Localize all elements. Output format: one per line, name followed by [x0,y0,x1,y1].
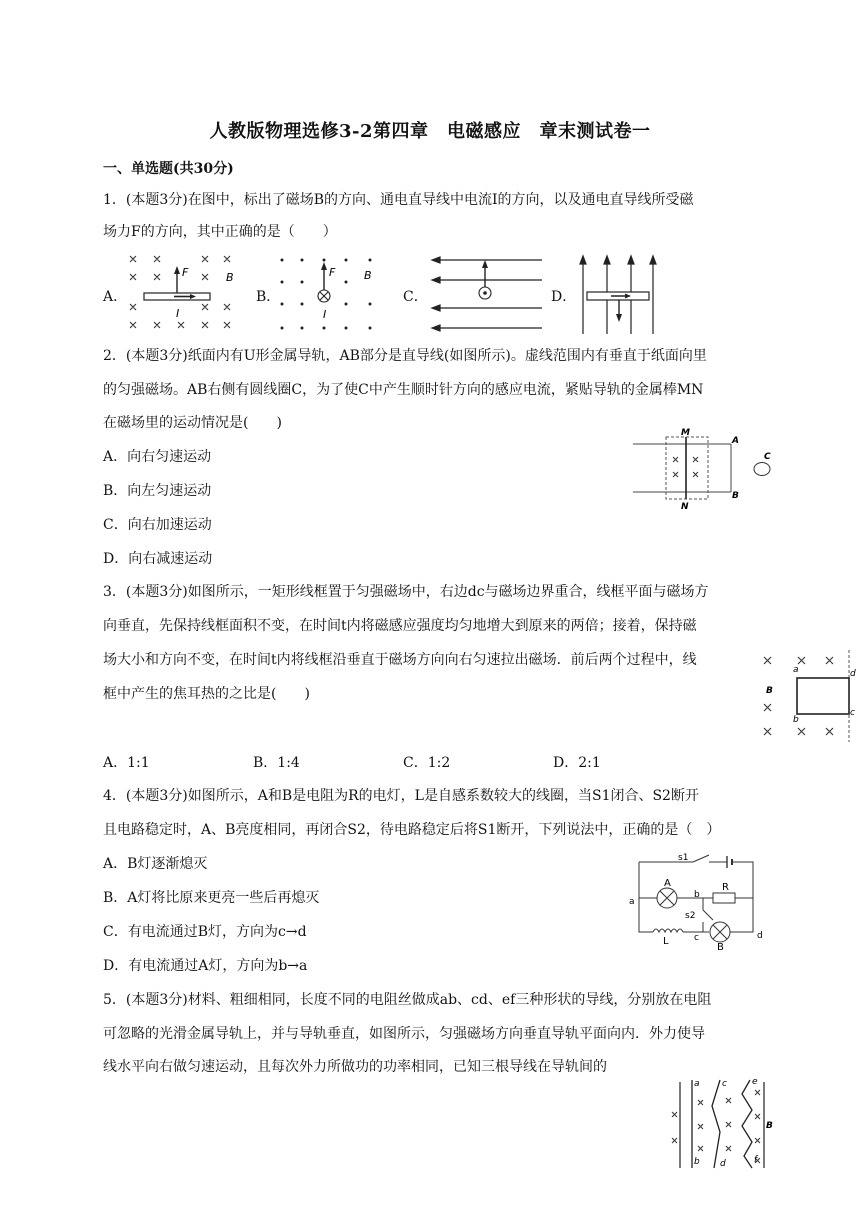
q4-stem-line2: 且电路稳定时，A、B亮度相同，再闭合S2，待电路稳定后将S1断开，下列说法中，正确的是（ ） [103,822,721,838]
q3-stem-line3: 场大小和方向不变，在时间t内将线框沿垂直于磁场方向向右匀速拉出磁场．前后两个过程中，线 [103,652,697,668]
label-F: F [329,266,336,279]
label-B: B [766,686,773,696]
q3-option-c: C．1:2 [403,755,451,771]
label-b: b [793,715,799,725]
q1-stem-line2: 场力F的方向，其中正确的是（ ） [103,224,337,240]
q3-option-a: A．1:1 [103,755,150,771]
label-I: I [176,307,180,320]
label-a: a [793,665,799,675]
q2-option-a: A．向右匀速运动 [103,449,212,465]
page-title: 人教版物理选修3-2第四章 电磁感应 章末测试卷一 [209,121,651,142]
q1-option-b-label: B． [256,289,281,305]
q1-option-a-label: A． [103,289,128,305]
q3-stem-line1: 3．(本题3分)如图所示，一矩形线框置于匀强磁场中，右边dc与磁场边界重合，线框平面与磁场方 [103,584,709,600]
label-I: I [323,308,327,321]
label-B: B [766,1121,773,1131]
label-F: F [182,266,189,279]
label-B: B [717,942,724,953]
label-B: B [226,271,234,284]
label-N: N [681,502,689,512]
label-s2: s2 [685,911,696,921]
label-e: e [752,1077,758,1087]
label-M: M [681,428,690,438]
q2-option-d: D．向右减速运动 [103,551,213,567]
label-b: b [694,890,700,900]
q2-stem-line3: 在磁场里的运动情况是( ) [103,415,282,431]
q3-figure [760,650,856,742]
q1-stem-line1: 1．(本题3分)在图中，标出了磁场B的方向、通电直导线中电流I的方向，以及通电直导线所受磁 [103,192,694,208]
label-c: c [694,933,699,943]
label-B: B [364,269,372,282]
q4-stem-line1: 4．(本题3分)如图所示，A和B是电阻为R的电灯，L是自感系数较大的线圈，当S1闭合、S2断开 [103,788,699,804]
label-a: a [629,897,635,907]
q1-figure-a [124,252,242,336]
q2-stem-line2: 的匀强磁场。AB右侧有圆线圈C，为了使C中产生顺时针方向的感应电流，紧贴导轨的金属棒MN [103,382,704,398]
label-B: B [732,491,739,501]
label-c: c [850,708,855,718]
label-b: b [694,1157,700,1167]
label-f: f [754,1155,758,1165]
label-C: C [764,452,771,462]
label-a: a [694,1079,700,1089]
q3-option-b: B．1:4 [253,755,300,771]
label-A: A [732,436,739,446]
q1-figure-c [430,252,546,336]
q2-figure [633,428,783,510]
q4-figure [625,848,770,953]
q4-option-a: A．B灯逐渐熄灭 [103,856,208,872]
q1-option-c-label: C． [403,289,428,305]
label-c: c [722,1079,727,1089]
q1-figure-b [276,252,386,336]
q4-option-b: B．A灯将比原来更亮一些后再熄灭 [103,890,320,906]
q3-stem-line2: 向垂直，先保持线框面积不变，在时间t内将磁感应强度均匀地增大到原来的两倍；接着，保持磁 [103,618,697,634]
q1-figure-d [573,252,659,336]
label-d: d [850,669,856,679]
q5-stem-line3: 线水平向右做匀速运动，且每次外力所做功的功率相同，已知三根导线在导轨间的 [103,1059,607,1075]
q2-stem-line1: 2．(本题3分)纸面内有U形金属导轨，AB部分是直导线(如图所示)。虚线范围内有垂直于纸面向里 [103,348,707,364]
q5-stem-line1: 5．(本题3分)材料、粗细相同，长度不同的电阻丝做成ab、cd、ef三种形状的导线，分别放在电阻 [103,992,712,1008]
label-d: d [720,1159,726,1169]
q4-option-c: C．有电流通过B灯，方向为c→d [103,924,307,940]
label-R: R [722,882,729,893]
section-heading: 一、单选题(共30分) [103,161,234,177]
label-s1: s1 [678,853,689,863]
q1-option-d-label: D． [551,289,577,305]
q2-option-b: B．向左匀速运动 [103,483,212,499]
label-d: d [757,931,763,941]
label-L: L [663,936,669,947]
q3-option-d: D．2:1 [553,755,601,771]
q5-stem-line2: 可忽略的光滑金属导轨上，并与导轨垂直，如图所示，匀强磁场方向垂直导轨平面向内．外力使导 [103,1026,705,1042]
label-A: A [664,878,671,889]
q3-stem-line4: 框中产生的焦耳热的之比是( ) [103,686,310,702]
q4-option-d: D．有电流通过A灯，方向为b→a [103,958,308,974]
q2-option-c: C．向右加速运动 [103,517,212,533]
q5-figure [668,1076,776,1174]
